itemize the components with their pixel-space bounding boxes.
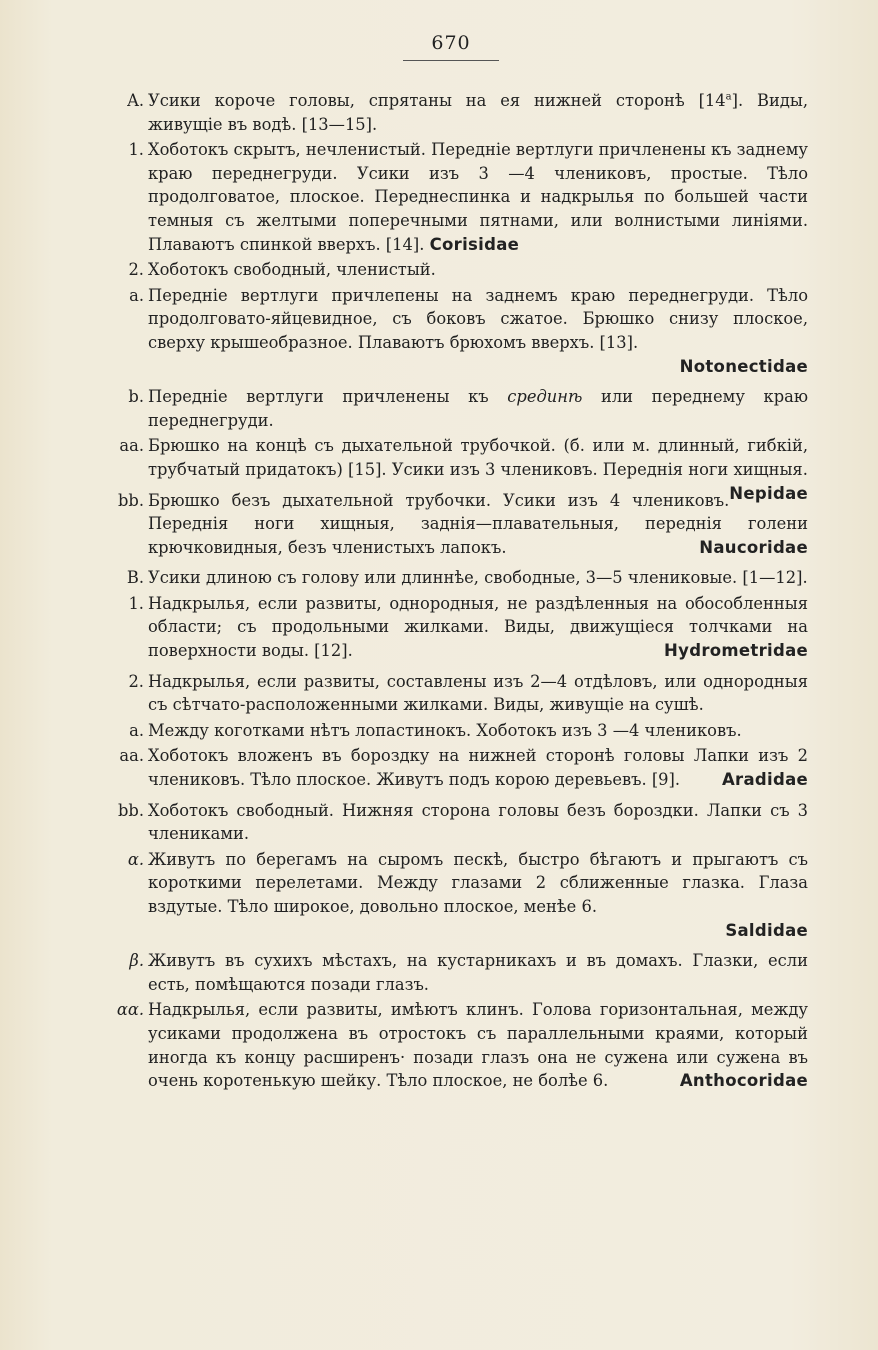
key-entry-B2a-bb xyxy=(114,799,808,846)
entry-text: Живутъ по берегамъ на сыромъ пескѣ, быстро бѣгаютъ и прыгаютъ съ короткими перелетами. Между глазами 2 сближенные глазка. Глаза вздутые. Тѣло широкое, довольно плоское, менѣе 6. xyxy=(148,849,808,916)
entry-marker: 2. xyxy=(128,260,144,280)
key-entry-A2a xyxy=(114,284,808,378)
key-entry-A2b-bb xyxy=(114,489,808,560)
key-entry-B2a-aa xyxy=(114,744,808,791)
entry-text: Надкрылья, если развиты, имѣютъ клинъ. Голова горизонтальная, между усиками продолжена въ отростокъ съ параллельными краями, который иногда къ концу расширенъ· позади глазъ она не сужена или сужена въ очень коротенькую шейку. Тѣло плоское, не болѣе 6. xyxy=(148,1000,808,1091)
entry-text: Хоботокъ вложенъ въ бороздку на нижней сторонѣ головы Лапки изъ 2 члениковъ. Тѣло плоское. Живутъ подъ корою деревьевъ. [9]. xyxy=(148,746,808,790)
entry-marker: a. xyxy=(129,285,144,305)
family-name: Hydrometridae xyxy=(664,641,808,661)
family-name: Anthocoridae xyxy=(679,1071,808,1091)
entry-text: Хоботокъ свободный, членистый. xyxy=(148,260,436,280)
family-name: Naucoridae xyxy=(699,537,808,557)
entry-text: Надкрылья, если развиты, составлены изъ 2—4 отдѣловъ, или однородныя съ сѣтчато-расположенными жилками. Виды, живущіе на сушѣ. xyxy=(148,671,808,715)
entry-text: Хоботокъ скрытъ, нечленистый. Передніе вертлуги причленены къ заднему краю переднегруди. Усики изъ 3 —4 члениковъ, простые. Тѣло продолговатое, плоское. Переднеспинка и надкрылья по большей части темныя съ желтыми поперечными пятнами, или волнистыми линіями. Плаваютъ спинкой вверхъ. [14]. xyxy=(148,140,809,254)
entry-marker: αα. xyxy=(116,1000,144,1020)
entry-text: Надкрылья, если развиты, однородныя, не раздѣленныя на обособленныя области; съ продольными жилками. Виды, движущіеся толчками на поверхности воды. [12]. xyxy=(148,593,808,661)
family-name: Saldidae xyxy=(725,920,808,940)
entry-text: Живутъ въ сухихъ мѣстахъ, на кустарникахъ и въ домахъ. Глазки, если есть, помѣщаются позади глазъ. xyxy=(148,951,808,994)
entry-text: Брюшко безъ дыхательной трубочки. Усики изъ 4 члениковъ. Переднія ноги хищныя, заднія—плавательныя, переднія голени крючковидныя, безъ членистыхъ лапокъ. xyxy=(148,490,808,557)
page-number: 670 xyxy=(431,32,471,54)
entry-text: или переднему краю переднегруди. xyxy=(148,387,809,430)
entry-text: Брюшко на концѣ съ дыхательной трубочкой. (б. или м. длинный, гибкій, трубчатый придатокъ) [15]. Усики изъ 3 члениковъ. Переднія ноги хищныя. xyxy=(148,436,808,479)
entry-marker: 2. xyxy=(128,671,144,691)
family-name: Corisidae xyxy=(429,234,520,254)
key-entry-B xyxy=(114,566,808,590)
entry-text: Усики длиною съ голову или длиннѣе, свободные, 3—5 члениковые. [1—12]. xyxy=(148,568,808,588)
entry-marker: β. xyxy=(129,951,144,971)
superscript: a xyxy=(725,91,732,103)
family-name: Aradidae xyxy=(721,770,808,790)
entry-marker: aa. xyxy=(119,746,144,766)
entry-text: Передніе вертлуги причлепены на заднемъ краю переднегруди. Тѣло продолговато-яйцевидное, съ боковъ сжатое. Брюшко снизу плоское, сверху крышеобразное. Плаваютъ брюхомъ вверхъ. [13]. xyxy=(148,285,808,352)
entry-text: Усики короче головы, спрятаны на ея нижней сторонѣ [14 xyxy=(148,91,726,110)
entry-marker: α. xyxy=(127,849,144,869)
key-entry-beta xyxy=(114,949,808,996)
entry-text: Между коготками нѣтъ лопастинокъ. Хоботокъ изъ 3 —4 члениковъ. xyxy=(148,720,742,740)
entry-text: Хоботокъ свободный. Нижняя сторона головы безъ бороздки. Лапки съ 3 члениками. xyxy=(148,800,808,844)
key-entry-alpha xyxy=(114,848,808,942)
key-entry-alpha-alpha xyxy=(114,998,808,1092)
family-name: Nepidae xyxy=(729,483,808,503)
key-entry-A2 xyxy=(114,258,808,282)
entry-marker: 1. xyxy=(128,593,144,613)
family-name: Notonectidae xyxy=(679,356,808,376)
entry-marker: bb. xyxy=(117,490,144,510)
key-entry-B2 xyxy=(114,670,808,717)
key-entry-B1 xyxy=(114,592,808,663)
key-entry-A xyxy=(114,89,808,136)
header-rule xyxy=(403,60,499,61)
key-entry-A2b xyxy=(114,385,808,432)
entry-text-after: ]. Виды, живущіе въ водѣ. [13—15]. xyxy=(148,91,808,134)
entry-marker: B. xyxy=(126,568,144,588)
entry-marker: bb. xyxy=(117,800,144,820)
entry-marker: 1. xyxy=(128,140,144,160)
entry-marker: A. xyxy=(127,91,144,110)
key-entry-B2a xyxy=(114,719,808,743)
entry-marker: aa. xyxy=(119,436,144,456)
key-entry-A1 xyxy=(114,138,808,256)
entry-marker: b. xyxy=(128,387,144,407)
emphasis-text: срединѣ xyxy=(507,387,583,407)
entry-marker: a. xyxy=(129,720,144,740)
entry-text-before: Передніе вертлуги причленены къ xyxy=(148,387,508,407)
